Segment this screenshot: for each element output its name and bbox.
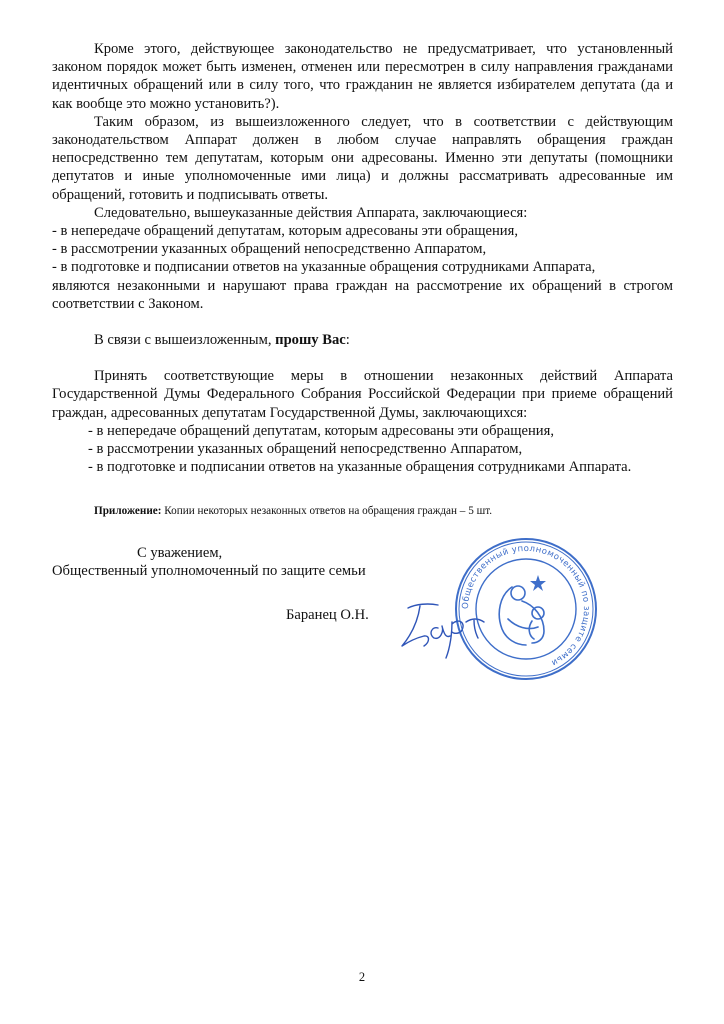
- signer-name: Баранец О.Н.: [286, 607, 369, 623]
- closing-greeting: С уважением,: [137, 545, 223, 561]
- page-number: 2: [358, 970, 366, 984]
- paragraph-request: Принять соответствующие меры в отношении незаконных действий Аппарата Государственной Думы Федерального Собрания Российской Федерации при приеме обращений граждан, адресованных депутатам Государственной Думы, заключающихся:: [52, 368, 673, 421]
- list-item: - в непередаче обращений депутатам, которым адресованы эти обращения,: [52, 223, 518, 240]
- paragraph-illegal: являются незаконными и нарушают права граждан на рассмотрение их обращений в строгом соответствии с Законом.: [52, 277, 673, 312]
- request-line: [52, 331, 673, 349]
- paragraph-legislation: Кроме этого, действующее законодательство не предусматривает, что установленный законом порядок может быть изменен, отменен или пересмотрен в силу направления гражданами идентичных обращений или в силу того, что гражданин не является избирателем депутата (да и как вообще это можно установить?).: [52, 41, 673, 112]
- attachment-text: Копии некоторых незаконных ответов на обращения граждан – 5 шт.: [161, 505, 493, 518]
- list-item: - в рассмотрении указанных обращений непосредственно Аппаратом,: [88, 441, 523, 458]
- request-list: [52, 422, 673, 477]
- list-item: - в рассмотрении указанных обращений непосредственно Аппаратом,: [52, 241, 487, 258]
- list-item: - в непередаче обращений депутатам, которым адресованы эти обращения,: [88, 422, 554, 439]
- stamp-ring-text: Общественный уполномоченный по защите семьи: [460, 543, 592, 668]
- list-item: - в подготовке и подписании ответов на указанные обращения сотрудниками Аппарата.: [88, 459, 632, 476]
- organization-stamp: [452, 535, 600, 683]
- closing-block: [52, 544, 382, 580]
- attachment-note: [94, 504, 673, 518]
- request-tail: :: [345, 332, 350, 349]
- paragraph-conclusion: Таким образом, из вышеизложенного следует, что в соответствии с действующим законодательством Аппарат должен в любом случае направлять обращения граждан непосредственно тем депутатам, которым они адресованы. Именно эти депутаты (помощники депутатов и иные уполномоченные ими лица) и должны рассматривать адресованные им обращений, готовить и подписывать ответы.: [52, 113, 673, 203]
- list-item: - в подготовке и подписании ответов на указанные обращения сотрудниками Аппарата,: [52, 259, 596, 276]
- request-bold: прошу Вас: [275, 332, 346, 349]
- request-lead: В связи с вышеизложенным,: [94, 332, 276, 349]
- paragraph-actions-intro: Следовательно, вышеуказанные действия Аппарата, заключающиеся:: [94, 204, 528, 221]
- closing-position: Общественный уполномоченный по защите семьи: [52, 563, 366, 580]
- actions-list: [52, 222, 673, 277]
- attachment-label: Приложение:: [94, 505, 162, 518]
- letter-body: [52, 40, 673, 518]
- svg-text:Общественный уполномоченный по: [461, 544, 591, 668]
